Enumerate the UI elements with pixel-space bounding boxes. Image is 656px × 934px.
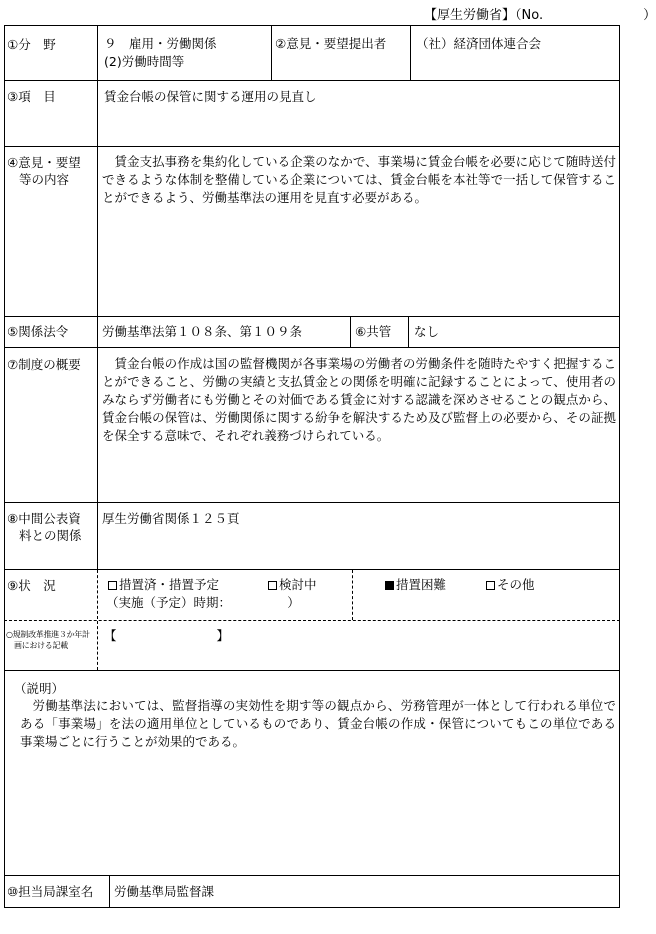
- joint-value: なし: [414, 324, 440, 339]
- status-option-other[interactable]: [486, 576, 535, 594]
- interim-label: [7, 510, 82, 544]
- content-label: [7, 154, 81, 188]
- status-option-difficult-label: 措置困難: [396, 577, 447, 592]
- item-label: ③項 目: [7, 89, 56, 104]
- content-text: 賃金支払事務を集約化している企業のなかで、事業場に賃金台帳を必要に応じて随時送付できるような体制を整備している企業については、賃金台帳を本社等で一括して保管することができるよう、労働基準法の運用を見直す必要がある。: [102, 154, 616, 205]
- plan-label-line1: ○規制改革推進３か年計: [6, 630, 90, 639]
- content-label-line1: ④意見・要望: [7, 155, 81, 170]
- number-close: ）: [643, 8, 656, 23]
- field-value: [104, 35, 217, 71]
- dashed-column-divider: [97, 570, 98, 670]
- interim-value: 厚生労働省関係１２５頁: [102, 511, 240, 526]
- column-divider: [408, 316, 409, 348]
- office-value: 労働基準局監督課: [114, 884, 215, 899]
- status-option-review-label: 検討中: [279, 577, 317, 592]
- status-schedule: （実施（予定）時期： ）: [106, 595, 300, 610]
- submitter-value: （社）経済団体連合会: [416, 36, 542, 51]
- plan-label-line2: 画における記載: [14, 641, 68, 650]
- row-divider: [4, 670, 620, 671]
- column-divider: [350, 316, 351, 348]
- system-label: ⑦制度の概要: [7, 357, 81, 372]
- system-text: 賃金台帳の作成は国の監督機関が各事業場の労働者の労働条件を随時たやすく把握することができること、労働の実績と支払賃金との関係を明確に記録することによって、使用者のみならず労働者にも労働とその対価である賃金に対する認識を深めさせることの観点から、賃金台帳の保管は、労働関係に関する紛争を解決するため及び監督上の必要から、その証拠を保全する意味で、それぞれ義務づけられている。: [102, 356, 616, 443]
- column-divider: [410, 25, 411, 81]
- row-divider: [4, 875, 620, 876]
- column-divider: [97, 25, 98, 147]
- plan-label: [6, 629, 90, 651]
- checkbox-checked-icon: [385, 581, 394, 590]
- explanation-text: 労働基準法においては、監督指導の実効性を期す等の観点から、労務管理が一体として行われる単位である「事業場」を法の適用単位としているものであり、賃金台帳の作成・保管についてもこの単位である事業場ごとに行うことが効果的である。: [20, 698, 616, 749]
- ministry-label: 【厚生労働省】: [424, 8, 516, 23]
- status-option-done-label: 措置済・措置予定: [119, 577, 220, 592]
- interim-label-line1: ⑧中間公表資: [7, 511, 81, 526]
- dashed-column-divider: [352, 570, 353, 620]
- plan-value: 【 】: [104, 628, 230, 643]
- checkbox-empty-icon: [108, 581, 117, 590]
- checkbox-empty-icon: [268, 581, 277, 590]
- joint-label: ⑥共管: [355, 324, 392, 339]
- law-label: ⑤関係法令: [7, 324, 69, 339]
- interim-label-line2: 料との関係: [19, 528, 82, 543]
- column-divider: [109, 875, 110, 908]
- column-divider: [271, 25, 272, 81]
- number-label: （No.: [515, 8, 544, 23]
- form-header: [424, 4, 656, 23]
- field-label: ①分 野: [7, 37, 56, 52]
- status-option-review[interactable]: [268, 576, 317, 594]
- law-value: 労働基準法第１０８条、第１０９条: [102, 324, 303, 339]
- submitter-label: ②意見・要望提出者: [275, 36, 387, 51]
- status-option-other-label: その他: [497, 577, 535, 592]
- field-value-line2: (2)労働時間等: [104, 54, 185, 69]
- status-option-difficult[interactable]: [385, 576, 446, 594]
- office-label: ⑩担当局課室名: [7, 884, 94, 899]
- field-value-line1: ９ 雇用・労働関係: [104, 36, 217, 51]
- item-value: 賃金台帳の保管に関する運用の見直し: [104, 89, 317, 104]
- status-option-done[interactable]: [108, 576, 219, 594]
- checkbox-empty-icon: [486, 581, 495, 590]
- explanation-heading: （説明）: [14, 681, 65, 696]
- status-label: ⑨状 況: [7, 578, 56, 593]
- content-label-line2: 等の内容: [19, 172, 70, 187]
- column-divider: [97, 316, 98, 570]
- column-divider: [97, 146, 98, 316]
